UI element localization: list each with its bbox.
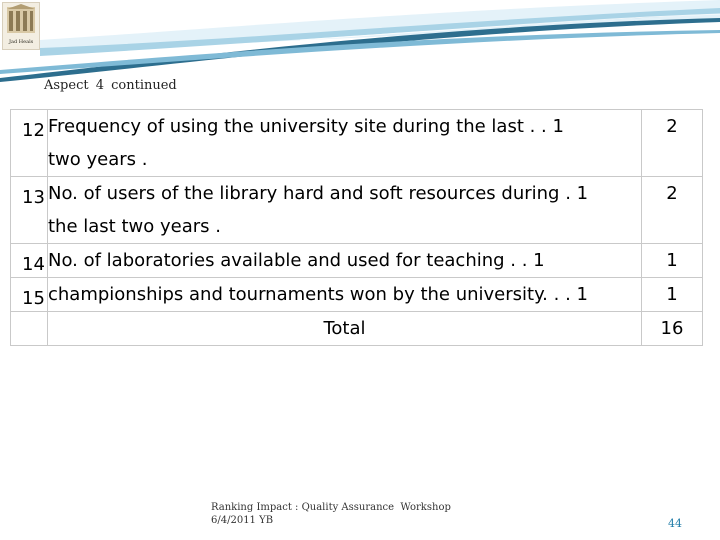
- logo-caption: Jad Heals: [9, 39, 34, 45]
- page-number: 44: [668, 517, 682, 530]
- total-label: Total: [48, 312, 642, 346]
- row-value: 2: [642, 177, 703, 244]
- row-number: 14: [11, 244, 48, 278]
- treasury-building-icon: [3, 3, 39, 37]
- table-row: [11, 177, 703, 244]
- table-row: [11, 278, 703, 312]
- row-number: 13: [11, 177, 48, 244]
- row-number: 15: [11, 278, 48, 312]
- row-value: 2: [642, 110, 703, 177]
- slide-footer: [211, 501, 451, 527]
- row-value: 1: [642, 278, 703, 312]
- footer-line-1: Ranking Impact : Quality Assurance Workshop: [211, 502, 451, 513]
- university-logo: [2, 2, 40, 50]
- row-description: championships and tournaments won by the university. . . 1: [48, 278, 642, 312]
- table-row: [11, 110, 703, 177]
- total-value: 16: [642, 312, 703, 346]
- header-banner-swoosh: [0, 0, 720, 90]
- row-number-empty: [11, 312, 48, 346]
- ranking-table: [10, 109, 703, 346]
- row-value: 1: [642, 244, 703, 278]
- total-row: [11, 312, 703, 346]
- row-number: 12: [11, 110, 48, 177]
- slide-subtitle: Aspect 4 continued: [44, 78, 177, 93]
- row-description: No. of laboratories available and used for teaching . . 1: [48, 244, 642, 278]
- table-row: [11, 244, 703, 278]
- footer-line-2: 6/4/2011 YB: [211, 515, 274, 526]
- row-description: Frequency of using the university site during the last . . 1 two years .: [48, 110, 642, 177]
- row-description: No. of users of the library hard and soft resources during . 1 the last two years .: [48, 177, 642, 244]
